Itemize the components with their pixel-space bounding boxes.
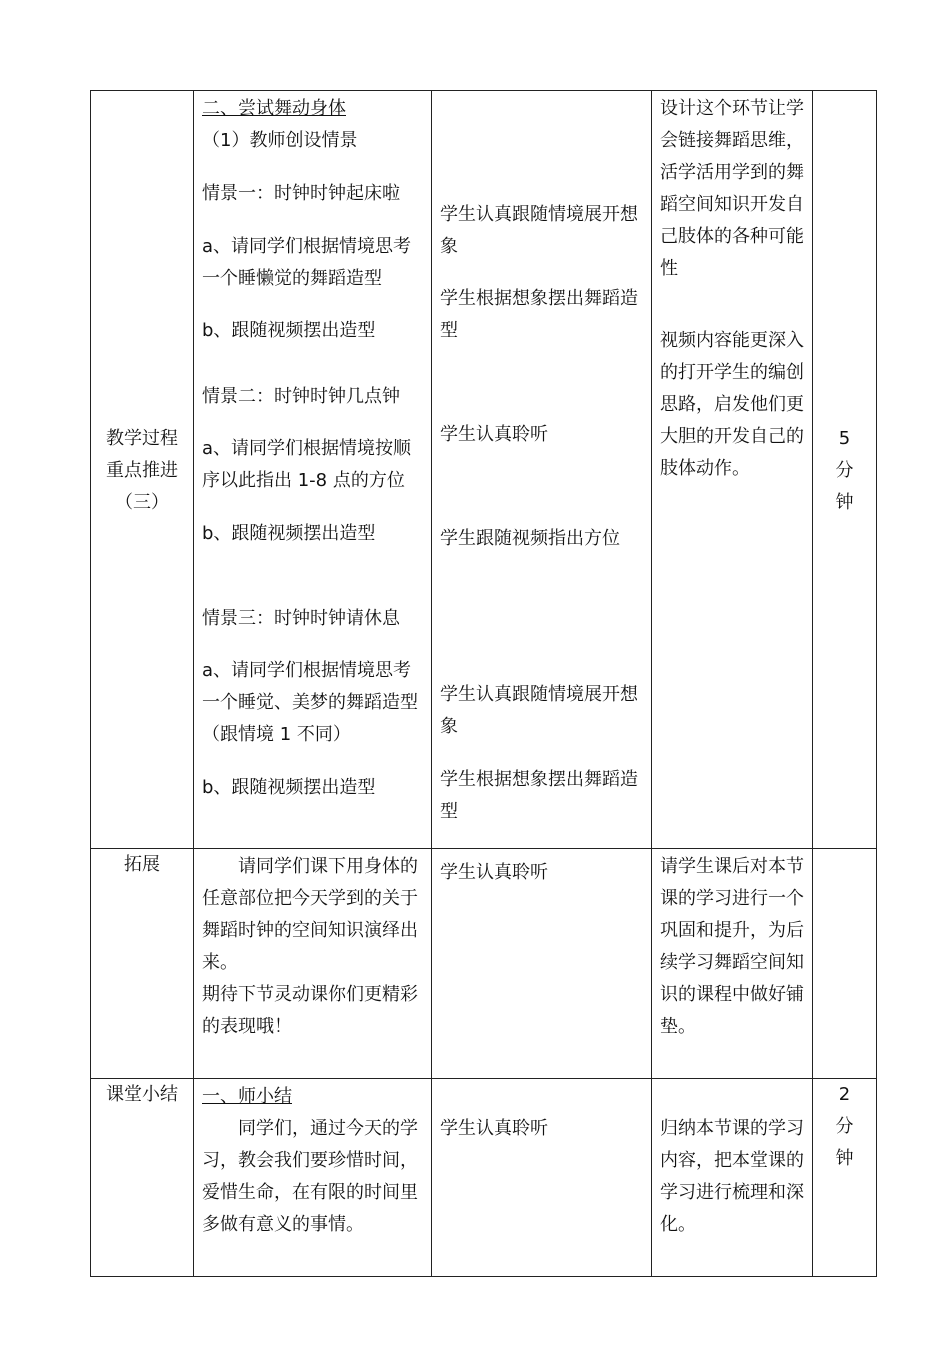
- content-paragraph: 同学们，通过今天的学习，教会我们要珍惜时间，爱惜生命，在有限的时间里多做有意义的事情。: [202, 1118, 418, 1235]
- scene-step: b、跟随视频摆出造型: [202, 320, 376, 341]
- student-activity: 学生根据想象摆出舞蹈造型: [440, 288, 638, 341]
- design-intent: 视频内容能更深入的打开学生的编创思路，启发他们更大胆的开发自己的肢体动作。: [660, 330, 804, 479]
- content-cell: [194, 91, 432, 849]
- scene-step: a、请同学们根据情境按顺序以此指出 1-8 点的方位: [202, 438, 412, 491]
- time-line: 钟: [835, 492, 854, 513]
- stage-cell: [91, 849, 194, 1079]
- time-cell: [813, 849, 877, 1079]
- scene-step: a、请同学们根据情境思考一个睡懒觉的舞蹈造型: [202, 236, 412, 289]
- scene-title: 情景三：时钟时钟请休息: [202, 608, 400, 629]
- intent-cell: [652, 849, 813, 1079]
- time-line: 分: [835, 1116, 854, 1137]
- stage-line: 拓展: [124, 854, 160, 875]
- time-line: 2: [838, 1084, 851, 1105]
- content-cell: [194, 849, 432, 1079]
- content-paragraph: 期待下节灵动课你们更精彩的表现哦！: [202, 984, 418, 1037]
- stage-line: 教学过程: [106, 428, 178, 449]
- student-cell: [432, 1079, 652, 1277]
- student-cell: [432, 91, 652, 849]
- design-intent: 请学生课后对本节课的学习进行一个巩固和提升，为后续学习舞蹈空间知识的课程中做好铺垫。: [660, 856, 804, 1037]
- student-activity: 学生根据想象摆出舞蹈造型: [440, 769, 638, 822]
- student-activity: 学生跟随视频指出方位: [440, 528, 620, 549]
- table-row: [91, 1079, 877, 1277]
- scene-step: b、跟随视频摆出造型: [202, 777, 376, 798]
- stage-cell: [91, 1079, 194, 1277]
- time-line: 分: [835, 460, 854, 481]
- scene-title: 情景二：时钟时钟几点钟: [202, 386, 400, 407]
- student-activity: 学生认真聆听: [440, 424, 548, 445]
- time-cell: [813, 91, 877, 849]
- scene-step: a、请同学们根据情境思考一个睡觉、美梦的舞蹈造型（跟情境 1 不同）: [202, 660, 418, 745]
- design-intent: 归纳本节课的学习内容，把本堂课的学习进行梳理和深化。: [660, 1118, 804, 1235]
- table-row: [91, 849, 877, 1079]
- student-activity: 学生认真跟随情境展开想象: [440, 204, 638, 257]
- lesson-plan-table: [90, 90, 877, 1277]
- student-cell: [432, 849, 652, 1079]
- student-activity: 学生认真聆听: [440, 862, 548, 883]
- section-heading: 一、师小结: [202, 1086, 292, 1107]
- design-intent: 设计这个环节让学会链接舞蹈思维，活学活用学到的舞蹈空间知识开发自己肢体的各种可能性: [660, 98, 804, 279]
- section-heading: 二、尝试舞动身体: [202, 98, 346, 119]
- table-row: [91, 91, 877, 849]
- student-activity: 学生认真跟随情境展开想象: [440, 684, 638, 737]
- scene-step: b、跟随视频摆出造型: [202, 523, 376, 544]
- stage-line: 课堂小结: [106, 1084, 178, 1105]
- stage-cell: [91, 91, 194, 849]
- intent-cell: [652, 91, 813, 849]
- scene-title: 情景一：时钟时钟起床啦: [202, 183, 400, 204]
- student-activity: 学生认真聆听: [440, 1118, 548, 1139]
- content-cell: [194, 1079, 432, 1277]
- time-line: 钟: [835, 1148, 854, 1169]
- content-paragraph: 请同学们课下用身体的任意部位把今天学到的关于舞蹈时钟的空间知识演绎出来。: [202, 856, 418, 973]
- stage-line: （三）: [115, 492, 169, 513]
- stage-line: 重点推进: [106, 460, 178, 481]
- intent-cell: [652, 1079, 813, 1277]
- time-line: 5: [838, 428, 851, 449]
- time-cell: [813, 1079, 877, 1277]
- sub-heading: （1）教师创设情景: [202, 130, 358, 151]
